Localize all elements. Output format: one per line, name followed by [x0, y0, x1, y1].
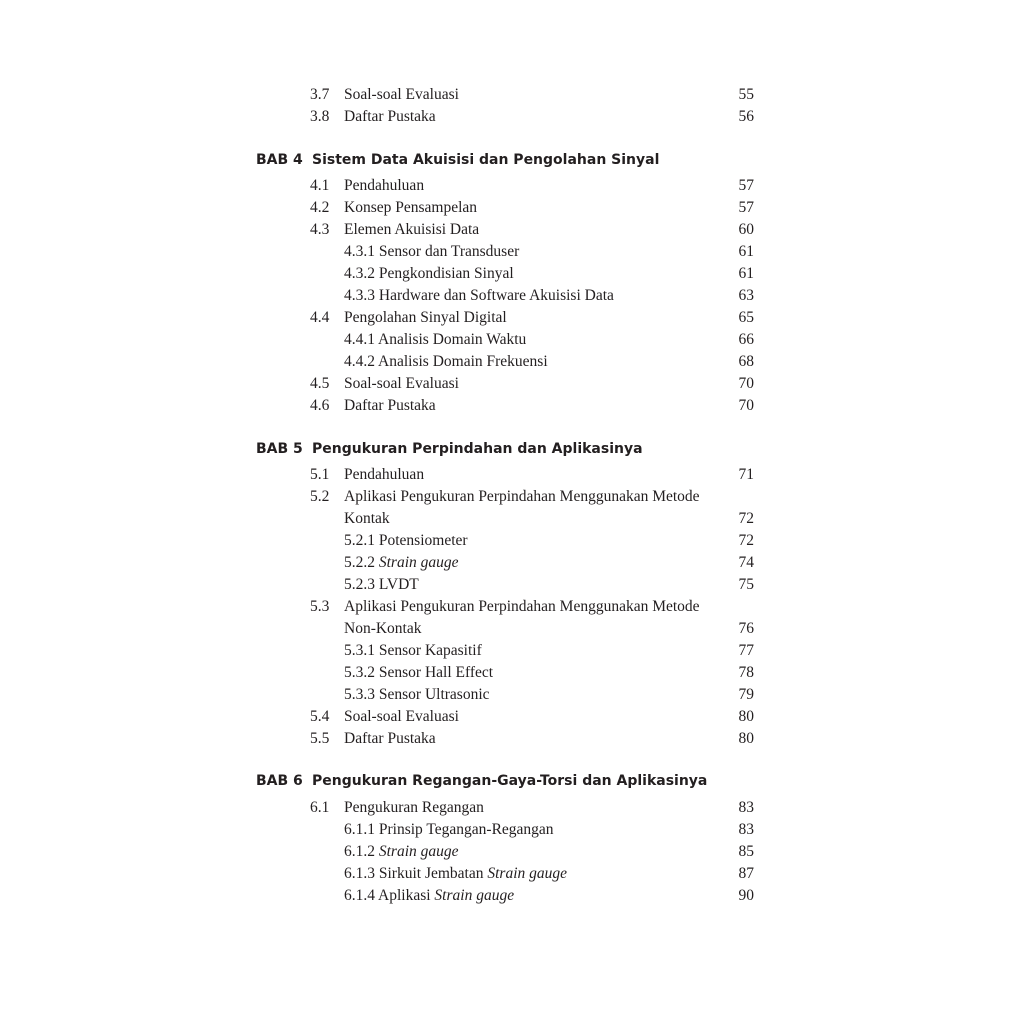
section-number: 4.6 — [310, 397, 330, 414]
toc-entry — [0, 106, 1024, 128]
section-title — [344, 175, 424, 197]
chapter-label: BAB 5 — [256, 441, 303, 457]
section-number: 4.3 — [310, 221, 330, 238]
page-number: 56 — [738, 108, 754, 125]
page-number: 70 — [738, 375, 754, 392]
section-number: 3.8 — [310, 108, 330, 125]
section-title-italic: Strain gauge — [378, 843, 459, 860]
section-title-text: Daftar Pustaka — [344, 397, 436, 414]
page-number: 57 — [738, 177, 754, 194]
section-title — [344, 574, 419, 596]
toc-entry — [0, 885, 1024, 907]
page-number: 57 — [738, 199, 754, 216]
toc-entry — [0, 241, 1024, 263]
section-title — [344, 819, 554, 841]
section-title — [344, 728, 436, 750]
page-number: 61 — [738, 265, 754, 282]
section-number: 5.3 — [310, 598, 330, 615]
section-title — [344, 197, 477, 219]
section-title-text: 4.4.2 Analisis Domain Frekuensi — [344, 353, 548, 370]
section-title-italic: Strain gauge — [378, 554, 459, 571]
section-title — [344, 241, 519, 263]
section-number: 5.1 — [310, 466, 330, 483]
page-number: 78 — [738, 664, 754, 681]
section-number: 4.5 — [310, 375, 330, 392]
toc-entry — [0, 552, 1024, 574]
chapter-label: BAB 6 — [256, 773, 303, 789]
section-title-italic: Strain gauge — [434, 887, 515, 904]
toc-entry — [0, 574, 1024, 596]
toc-entry — [0, 706, 1024, 728]
toc-entry — [0, 508, 1024, 530]
section-title-text: Kontak — [344, 510, 390, 527]
section-title-text: Soal-soal Evaluasi — [344, 375, 459, 392]
toc-entry — [0, 684, 1024, 706]
section-title — [344, 285, 614, 307]
chapter-label: BAB 4 — [256, 152, 303, 168]
chapter-heading — [0, 148, 1024, 172]
section-title — [344, 885, 514, 907]
page-number: 85 — [738, 843, 754, 860]
section-title — [344, 351, 548, 373]
section-title-text: 6.1.2 — [344, 843, 379, 860]
section-number: 5.5 — [310, 730, 330, 747]
chapter-title: Pengukuran Perpindahan dan Aplikasinya — [312, 441, 643, 457]
page-number: 90 — [738, 887, 754, 904]
section-title-text: Konsep Pensampelan — [344, 199, 478, 216]
section-title — [344, 797, 484, 819]
section-title — [344, 508, 390, 530]
section-number: 6.1 — [310, 799, 330, 816]
section-title — [344, 640, 482, 662]
toc-entry — [0, 285, 1024, 307]
toc-entry — [0, 728, 1024, 750]
toc-entry — [0, 596, 1024, 618]
page-number: 61 — [738, 243, 754, 260]
section-title — [344, 662, 493, 684]
section-title-text: 5.2.3 LVDT — [344, 576, 419, 593]
page-number: 79 — [738, 686, 754, 703]
toc-entry — [0, 263, 1024, 285]
page-number: 75 — [738, 576, 754, 593]
page-number: 74 — [738, 554, 754, 571]
page-number: 83 — [738, 799, 754, 816]
page-number: 80 — [738, 708, 754, 725]
section-title — [344, 552, 459, 574]
page-number: 87 — [738, 865, 754, 882]
section-title-text: Pendahuluan — [344, 466, 425, 483]
section-title — [344, 464, 424, 486]
section-title-text: 6.1.1 Prinsip Tegangan-Regangan — [344, 821, 554, 838]
section-title-text: Daftar Pustaka — [344, 730, 436, 747]
toc-entry — [0, 307, 1024, 329]
toc-entry — [0, 197, 1024, 219]
section-title-text: Aplikasi Pengukuran Perpindahan Menggunakan Metode — [344, 488, 700, 505]
toc-entry — [0, 464, 1024, 486]
section-title — [344, 530, 468, 552]
section-number: 5.2 — [310, 488, 330, 505]
page-number: 80 — [738, 730, 754, 747]
page-number: 77 — [738, 642, 754, 659]
page-number: 55 — [738, 86, 754, 103]
toc-entry — [0, 219, 1024, 241]
page-number: 76 — [738, 620, 754, 637]
section-title — [344, 618, 422, 640]
chapter-title: Pengukuran Regangan-Gaya-Torsi dan Aplikasinya — [312, 773, 708, 789]
section-number: 3.7 — [310, 86, 330, 103]
section-title — [344, 596, 700, 618]
section-number: 4.1 — [310, 177, 330, 194]
toc-entry — [0, 351, 1024, 373]
section-number: 4.4 — [310, 309, 330, 326]
section-title-text: Soal-soal Evaluasi — [344, 86, 459, 103]
section-title — [344, 684, 490, 706]
page-number: 72 — [738, 532, 754, 549]
section-title — [344, 395, 436, 417]
section-number: 4.2 — [310, 199, 330, 216]
section-title-text: 5.3.3 Sensor Ultrasonic — [344, 686, 490, 703]
section-title-text: 6.1.3 Sirkuit Jembatan — [344, 865, 488, 882]
section-title — [344, 329, 526, 351]
section-title — [344, 263, 514, 285]
chapter-title: Sistem Data Akuisisi dan Pengolahan Sinyal — [312, 152, 660, 168]
page-number: 63 — [738, 287, 754, 304]
section-title-text: 4.3.2 Pengkondisian Sinyal — [344, 265, 514, 282]
section-title-text: 4.4.1 Analisis Domain Waktu — [344, 331, 527, 348]
section-title-text: Pengukuran Regangan — [344, 799, 484, 816]
section-title-text: Pengolahan Sinyal Digital — [344, 309, 507, 326]
section-title-text: 5.3.2 Sensor Hall Effect — [344, 664, 494, 681]
section-title — [344, 307, 507, 329]
toc-entry — [0, 841, 1024, 863]
section-title-text: 5.2.1 Potensiometer — [344, 532, 468, 549]
page-number: 65 — [738, 309, 754, 326]
section-title-text: Non-Kontak — [344, 620, 422, 637]
section-title — [344, 219, 479, 241]
section-title-text: 5.3.1 Sensor Kapasitif — [344, 642, 482, 659]
section-title — [344, 706, 459, 728]
toc-entry — [0, 863, 1024, 885]
section-title — [344, 84, 459, 106]
section-title-text: Soal-soal Evaluasi — [344, 708, 459, 725]
section-title-italic: Strain gauge — [487, 865, 568, 882]
section-title — [344, 106, 436, 128]
toc-entry — [0, 373, 1024, 395]
page-number: 83 — [738, 821, 754, 838]
section-title-text: 5.2.2 — [344, 554, 379, 571]
section-title — [344, 841, 459, 863]
toc-entry — [0, 329, 1024, 351]
section-title-text: 4.3.3 Hardware dan Software Akuisisi Data — [344, 287, 614, 304]
toc-entry — [0, 530, 1024, 552]
toc-entry — [0, 797, 1024, 819]
section-title — [344, 863, 567, 885]
section-title-text: Aplikasi Pengukuran Perpindahan Menggunakan Metode — [344, 598, 700, 615]
section-title — [344, 373, 459, 395]
section-number: 5.4 — [310, 708, 330, 725]
toc-entry — [0, 618, 1024, 640]
page-number: 68 — [738, 353, 754, 370]
toc-entry — [0, 662, 1024, 684]
section-title-text: Elemen Akuisisi Data — [344, 221, 480, 238]
toc-entry — [0, 84, 1024, 106]
section-title — [344, 486, 700, 508]
section-title-text: Pendahuluan — [344, 177, 425, 194]
page-number: 71 — [738, 466, 754, 483]
toc-entry — [0, 175, 1024, 197]
toc-entry — [0, 486, 1024, 508]
toc-entry — [0, 395, 1024, 417]
chapter-heading — [0, 437, 1024, 461]
chapter-heading — [0, 769, 1024, 793]
page-number: 72 — [738, 510, 754, 527]
section-title-text: 4.3.1 Sensor dan Transduser — [344, 243, 520, 260]
page-number: 66 — [738, 331, 754, 348]
section-title-text: 6.1.4 Aplikasi — [344, 887, 435, 904]
section-title-text: Daftar Pustaka — [344, 108, 436, 125]
toc-entry — [0, 819, 1024, 841]
toc-entry — [0, 640, 1024, 662]
page-number: 70 — [738, 397, 754, 414]
page-number: 60 — [738, 221, 754, 238]
